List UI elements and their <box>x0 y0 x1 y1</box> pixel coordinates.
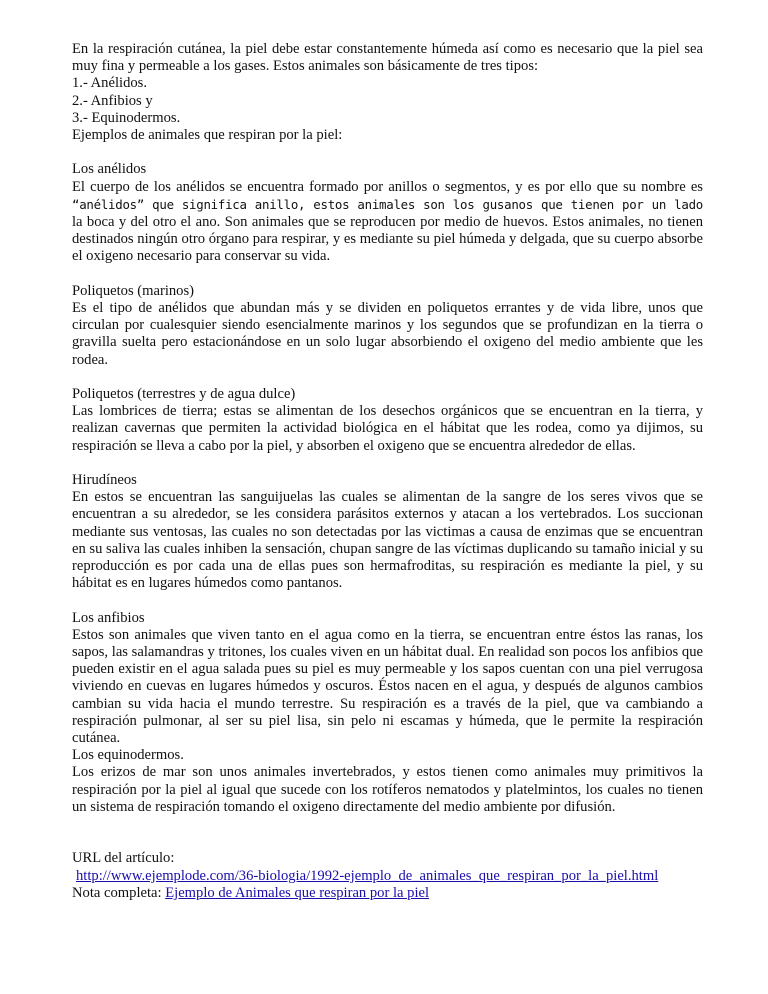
full-note-link[interactable]: Ejemplo de Animales que respiran por la piel <box>165 884 430 901</box>
full-note-label: Nota completa: <box>72 884 166 901</box>
spacer <box>72 455 703 472</box>
spacer <box>72 266 703 283</box>
section-heading-anelidos: Los anélidos <box>72 161 147 178</box>
section-heading-poliquetos-terrestres: Poliquetos (terrestres y de agua dulce) <box>72 386 296 403</box>
list-item-anelidos: 1.- Anélidos. <box>72 75 147 92</box>
spacer <box>72 592 703 609</box>
section-heading-hirudineos: Hirudíneos <box>72 472 137 489</box>
section-text-equinodermos: Los erizos de mar son unos animales invertebrados, y estos tienen como animales muy primitivos la respiración por la piel al igual que sucede con los rotíferos nematodos y platelmintos, los cuales no tienen un sistema de respiración tomando el oxigeno directamente del medio ambiente por difusión. <box>72 764 703 815</box>
section-text-anfibios: Estos son animales que viven tanto en el agua como en la tierra, se encuentran entre éstos las ranas, los sapos, las salamandras y tritones, los cuales viven en un hábitat dual. En realidad son pocos los anfibios que pueden existir en el agua salada pues su piel es muy permeable y los sapos cuentan con una piel verrugosa viviendo en cuevas en lugares húmedos y oscuros. Éstos nacen en el agua, y después de algunos cambios cambian su vida hacia el mundo terrestre. Su respiración es a través de la piel, que va cambiando a respiración pulmonar, al ser su piel lisa, sin pelo ni escamas y húmeda, que le permite la respiración cutánea. <box>72 626 703 747</box>
article-url-line <box>72 868 703 885</box>
section-heading-equinodermos: Los equinodermos. <box>72 747 184 764</box>
section-text-hirudineos: En estos se encuentran las sanguijuelas las cuales se alimentan de la sangre de los seres vivos que se encuentran a su alrededor, se les considera parásitos externos y atacan a los vertebrados. Los succionan mediante sus ventosas, las cuales no son detectadas por las victimas a causa de enzimas que se encuentran en su saliva las cuales inhiben la sensación, chupan sangre de las víctimas duplicando su tamaño inicial y su reproducción es por cada una de ellas pues son hermafroditas, su respiración es mediante la piel, y su hábitat es en lugares húmedos como pantanos. <box>72 489 704 592</box>
anelidos-text-rest: la boca y del otro el ano. Son animales que se reproducen por medio de huevos. Estos animales, no tienen destinados ningún otro órgano para respirar, y es mediante su piel húmeda y delgada, que su cuerpo absorbe el oxigeno necesario para conservar su vida. <box>72 214 703 265</box>
article-url-link[interactable]: http://www.ejemplode.com/36-biologia/1992-ejemplo_de_animales_que_respiran_por_la_piel.html <box>76 867 659 884</box>
spacer <box>72 369 703 386</box>
spacer <box>72 816 703 850</box>
full-note-line <box>72 885 703 902</box>
anelidos-text-part1: El cuerpo de los anélidos se encuentra formado por anillos o segmentos, y es por ello que su nombre es <box>72 178 703 195</box>
section-text-anelidos <box>72 179 703 266</box>
url-label: URL del artículo: <box>72 850 175 867</box>
section-text-poliquetos-terrestres: Las lombrices de tierra; estas se alimentan de los desechos orgánicos que se encuentran en la tierra, y realizan cavernas que permiten la actividad biológica en el hábitat que les rodea, como ya dijimos, su respiración se lleva a cabo por la piel, y absorben el oxigeno que se encuentra alrededor de ellas. <box>72 403 703 454</box>
section-heading-poliquetos-marinos: Poliquetos (marinos) <box>72 282 195 299</box>
section-text-poliquetos-marinos: Es el tipo de anélidos que abundan más y se dividen en poliquetos errantes y de vida libre, unos que circulan por cualesquier siendo esencialmente marinos y los segundos que se profundizan en la tierra o gravilla suelta pero estacionándose en un solo lugar absorbiendo el oxigeno del medio ambiente que les rodea. <box>72 300 703 368</box>
list-item-equinodermos: 3.- Equinodermos. <box>72 109 181 126</box>
list-item-anfibios: 2.- Anfibios y <box>72 92 153 109</box>
anelidos-text-mono: “anélidos” que significa anillo, estos animales son los gusanos que tienen por un lado <box>72 196 703 212</box>
examples-line: Ejemplos de animales que respiran por la piel: <box>72 127 343 144</box>
spacer <box>72 144 703 161</box>
section-heading-anfibios: Los anfibios <box>72 609 145 626</box>
intro-paragraph: En la respiración cutánea, la piel debe estar constantemente húmeda así como es necesario que la piel sea muy fina y permeable a los gases. Estos animales son básicamente de tres tipos: <box>72 41 703 75</box>
